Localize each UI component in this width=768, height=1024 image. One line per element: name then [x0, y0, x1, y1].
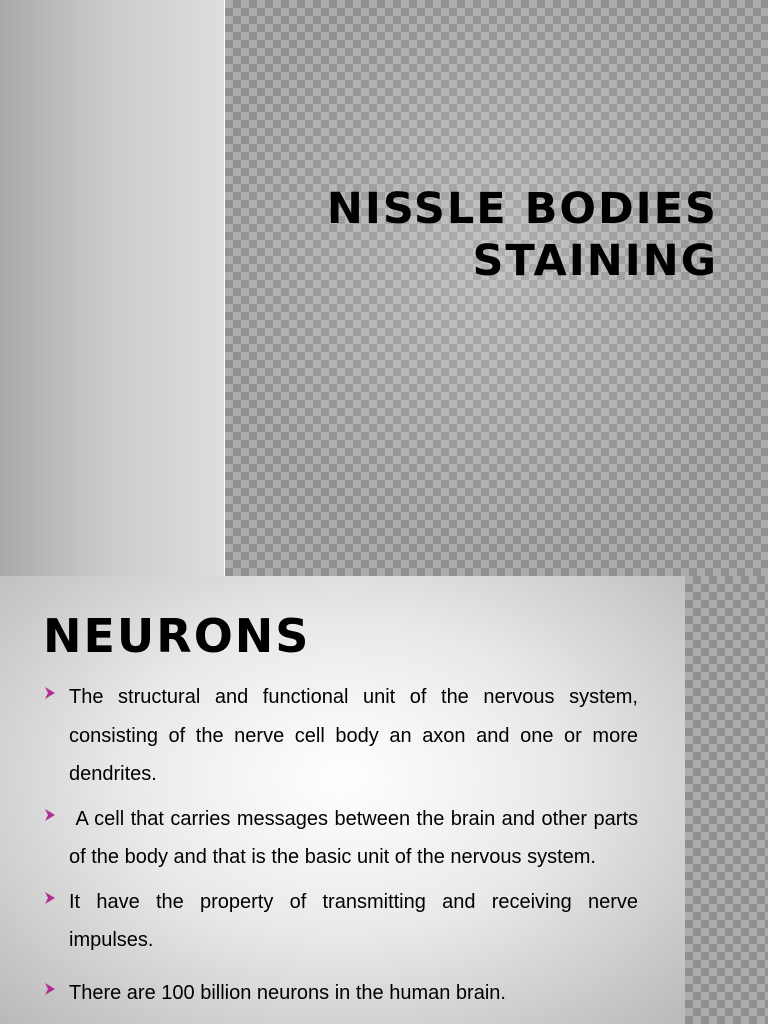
- bullet-text: There are 100 billion neurons in the human brain.: [69, 981, 506, 1004]
- arrow-bullet-icon: [45, 983, 55, 995]
- content-slide-pattern-strip: [685, 576, 768, 1024]
- title-slide-pattern-panel: [224, 0, 768, 576]
- slide-title-line-1: NISSLE BODIES: [326, 184, 718, 234]
- bullet-list: [69, 678, 638, 1018]
- bullet-item: [69, 974, 638, 1013]
- bullet-text: The structural and functional unit of the nervous system, consisting of the nerve cell body an axon and one or more dendrites.: [69, 686, 638, 785]
- title-slide-left-panel: [0, 0, 224, 576]
- slide-title: [327, 183, 718, 287]
- bullet-text: A cell that carries messages between the brain and other parts of the body and that is the basic unit of the nervous system.: [69, 807, 638, 868]
- slide-title-line-2: STAINING: [472, 236, 718, 286]
- arrow-bullet-icon: [45, 892, 55, 904]
- bullet-item: [69, 678, 638, 794]
- bullet-item: [69, 883, 638, 960]
- arrow-bullet-icon: [45, 809, 55, 821]
- arrow-bullet-icon: [45, 687, 55, 699]
- bullet-text: It have the property of transmitting and receiving nerve impulses.: [69, 890, 638, 951]
- bullet-item: [69, 800, 638, 877]
- slide-heading: NEURONS: [43, 609, 311, 663]
